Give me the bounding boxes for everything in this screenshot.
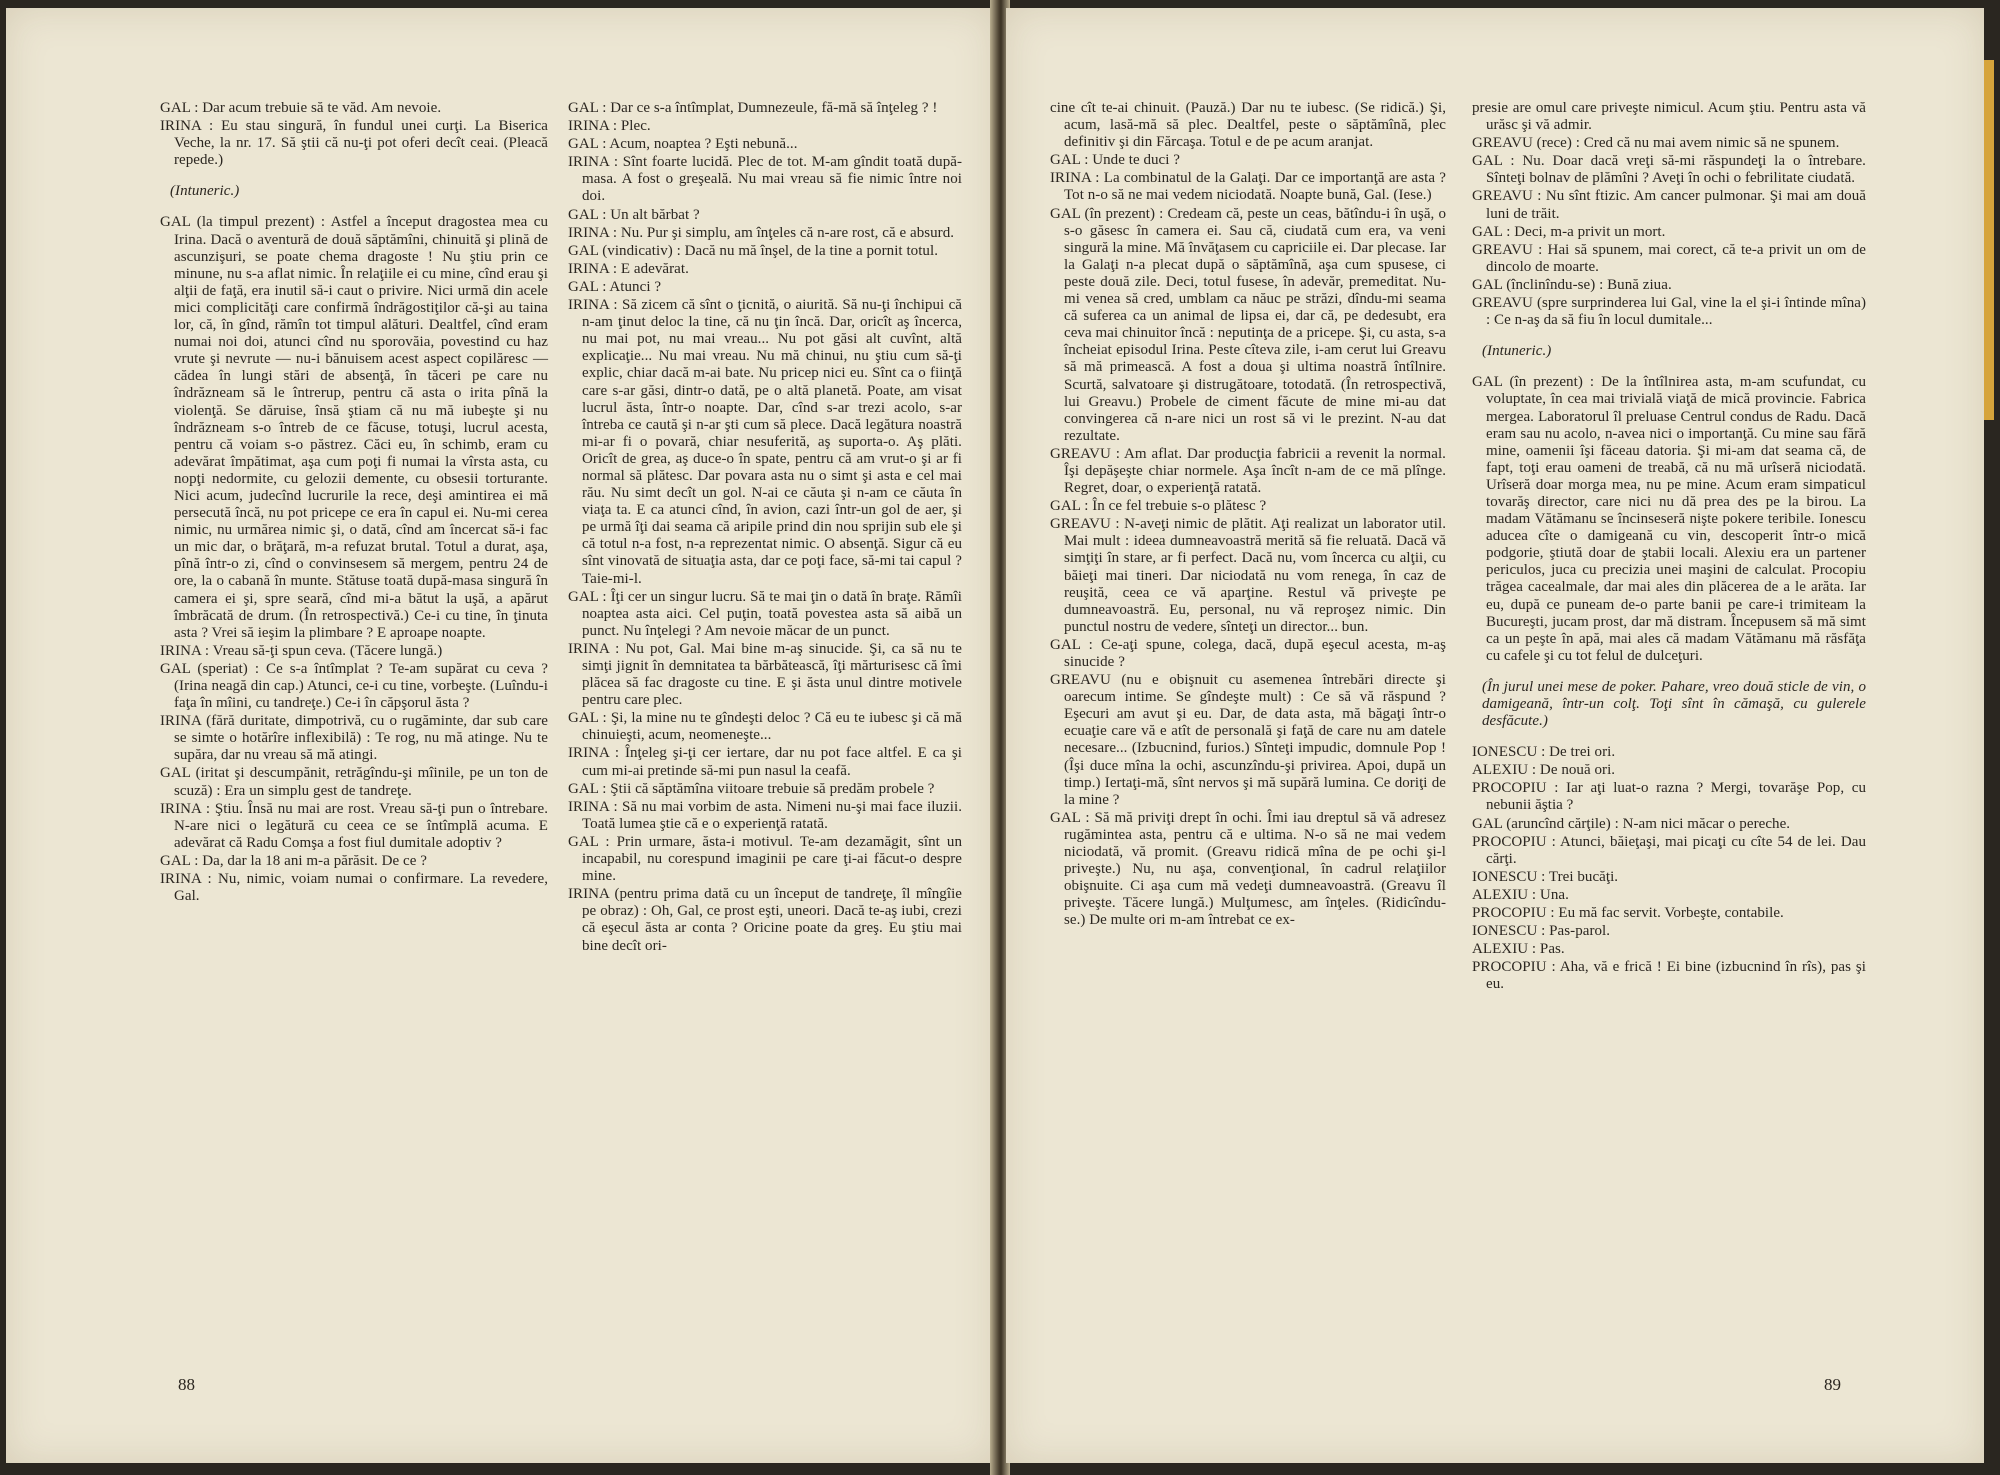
paragraph: ALEXIU : Una. (1472, 886, 1569, 903)
paragraph: IRINA (pentru prima dată cu un început de tandreţe, îl mîngîie pe obraz) : Oh, Gal, ce prost eşti, uneori. Dacă te-aş iubi, crezi că eşecul ăsta ar conta ? Oricine poate da greş. Eu ştiu mai bine decît ori- (568, 886, 962, 954)
paragraph: GAL : Prin urmare, ăsta-i motivul. Te-am dezamăgit, sînt un incapabil, nu corespund imaginii pe care ţi-ai făcut-o despre mine. (568, 833, 962, 885)
paragraph: IRINA : Ştiu. Însă nu mai are rost. Vreau să-ţi pun o întrebare. N-are nici o legătură cu ceea ce se întîmplă acuma. E adevărat că Radu Comşa a fost fiul dumitale adoptiv ? (160, 800, 548, 851)
paragraph: GAL : Ştii că săptămîna viitoare trebuie să predăm probele ? (568, 780, 935, 797)
paragraph: GAL (înclinîndu-se) : Bună ziua. (1472, 276, 1672, 293)
left-page-column-2 (568, 100, 962, 956)
paragraph: IRINA : La combinatul de la Galaţi. Dar ce importanţă are asta ? Tot n-o să ne mai vedem niciodată. Noapte bună, Gal. (Iese.) (1050, 170, 1446, 204)
paragraph: PROCOPIU : Iar aţi luat-o razna ? Mergi, tovarăşe Pop, cu nebunii ăştia ? (1472, 780, 1866, 814)
right-page-column-2 (1472, 100, 1866, 995)
paragraph: GAL : În ce fel trebuie s-o plătesc ? (1050, 498, 1267, 515)
paragraph: IRINA : Sînt foarte lucidă. Plec de tot. M-am gîndit toată după-masa. A fost o greşeală. Nu mai vreau să fie nimic între noi doi. (568, 154, 962, 205)
paragraph: IRINA (fără duritate, dimpotrivă, cu o rugăminte, dar sub care se simte o hotărîre inflexibilă) : Te rog, nu mă atinge. Nu te supăra, dar nu vreau să mă atingi. (160, 713, 548, 764)
bookmark-tab (1984, 60, 1994, 420)
paragraph: GAL (speriat) : Ce s-a întîmplat ? Te-am supărat cu ceva ? (Irina neagă din cap.) Atunci, ce-i cu tine, vorbeşte. (Luîndu-i faţa în mîini, cu tandreţe.) Ce-i în căpşorul ăsta ? (160, 660, 548, 712)
paragraph: GREAVU (rece) : Cred că nu mai avem nimic să ne spunem. (1472, 135, 1840, 152)
paragraph: GAL : Unde te duci ? (1050, 152, 1180, 169)
paragraph: GREAVU : Am aflat. Dar producţia fabricii a revenit la normal. Îşi depăşeşte chiar normele. Aşa încît n-am de ce mă plînge. Regret, doar, o experienţă ratată. (1050, 445, 1446, 497)
paragraph: GAL : Nu. Doar dacă vreţi să-mi răspundeţi la o întrebare. Sînteţi bolnav de plămîni ? Aveţi în ochi o febrilitate ciudată. (1472, 153, 1866, 187)
paragraph: IRINA : Nu pot, Gal. Mai bine m-aş sinucide. Şi, ca să nu te simţi jignit în demnitatea ta bărbătească, îţi mărturisesc că îmi plăcea să fac dragoste cu tine. E şi ăsta unul dintre motivele pentru care plec. (568, 640, 962, 709)
paragraph: GREAVU : N-aveţi nimic de plătit. Aţi realizat un laborator util. Mai mult : ideea dumneavoastră merită să fie reluată. Dacă vă simţiţi în stare, ar fi perfect. Dacă nu, vom încerca cu alţii, cu băieţi mai tineri. Dar niciodată nu vom renega, în caz de reuşită, ceea ce vă aparţine. Restul vă priveşte pe dumneavoastră. Eu, personal, nu vă reproşez nimic. Din punctul nostru de vedere, sînteţi un director... bun. (1050, 516, 1446, 635)
paragraph: PROCOPIU : Eu mă fac servit. Vorbeşte, contabile. (1472, 905, 1784, 922)
paragraph: GAL : Acum, noaptea ? Eşti nebună... (568, 136, 798, 153)
paragraph: IONESCU : Pas-parol. (1472, 923, 1611, 940)
paragraph: cine cît te-ai chinuit. (Pauză.) Dar nu te iubesc. (Se ridică.) Şi, acum, lasă-mă să plec. Dealtfel, peste o săptămînă, plec definitiv şi din Fărcaşa. Totul e de pe acum aranjat. (1050, 100, 1446, 151)
paragraph: GAL (aruncînd cărţile) : N-am nici măcar o pereche. (1472, 815, 1791, 832)
paragraph: GAL (în prezent) : Credeam că, peste un ceas, bătîndu-i în uşă, o s-o găsesc în camera ei. Sau că, ciudată cum era, va veni singură la mine. Mă învăţasem cu capriciile ei. Dar plecase. Iar la Galaţi n-a plecat după o săptămînă, aşa cum spusese, ci peste două zile. Deci, totul fusese, în adevăr, premeditat. Nu-mi venea să cred, umblam ca năuc pe străzi, dîndu-mi seama că suferea ca un animal de lipsa ei, dar că, pe dedesubt, era ceva mai chinuitor încă : neputinţa de a pricepe. Şi, cu asta, s-a încheiat episodul Irina. Peste cîteva zile, i-am cerut lui Greavu să mă primească. A fost a doua şi ultima noastră întîlnire. Scurtă, salvatoare şi distrugătoare, totodată. (În retrospectivă, lui Greavu.) Probele de ciment făcute de mine mi-au dat convingerea că n-are nici un rost să vi le prezint. N-au dat rezultate. (1050, 205, 1446, 444)
paragraph: presie are omul care priveşte nimicul. Acum ştiu. Pentru asta vă urăsc şi vă admir. (1472, 100, 1866, 134)
paragraph: IONESCU : Trei bucăţi. (1472, 868, 1619, 885)
paragraph: GREAVU (nu e obişnuit cu asemenea întrebări directe şi oarecum intime. Se gîndeşte mult) : Ce să vă răspund ? Eşecuri am avut şi eu. Dar, de data asta, mă băgaţi într-o ecuaţie care vă e atît de personală şi faţă de care nu am datele necesare... (Izbucnind, furios.) Sînteţi impudic, domnule Pop ! (Îşi duce mîna la ochi, ascunzîndu-şi privirea. Apoi, după un timp.) Iertaţi-mă, sînt nervos şi mă supără lumina. Ce doriţi de la mine ? (1050, 672, 1446, 808)
paragraph: IRINA : Eu stau singură, în fundul unei curţi. La Biserica Veche, la nr. 17. Să ştii că nu-ţi pot oferi decît ceai. (Pleacă repede.) (160, 118, 548, 169)
paragraph: IRINA : Nu, nimic, voiam numai o confirmare. La revedere, Gal. (160, 871, 548, 905)
stage-direction: (Intuneric.) (170, 183, 240, 200)
paragraph: GREAVU : Hai să spunem, mai corect, că te-a privit un om de dincolo de moarte. (1472, 241, 1866, 275)
paragraph: IRINA : Să nu mai vorbim de asta. Nimeni nu-şi mai face iluzii. Toată lumea ştie că e o experienţă ratată. (568, 798, 962, 832)
paragraph: ALEXIU : De nouă ori. (1472, 762, 1616, 779)
paragraph: IRINA : Să zicem că sînt o ţicnită, o aiurită. Să nu-ţi închipui că n-am ţinut deloc la tine, că nu ţin încă. Dar, oricît aş încerca, nu mai pot, nu mai vreau... Nu pot găsi alt cuvînt, altă explicaţie... Nu mai vreau. Nu mă chinui, nu ştiu cum să-ţi explic, chiar dacă m-ai bate. Nu pricep nici eu. Sînt ca o fiinţă care s-ar găsi, dintr-o dată, pe o altă planetă. Poate, am visat lucrul ăsta, într-o noapte. Dar, cînd s-ar trezi acolo, s-ar întreba ce caută şi n-ar şti cum să plece. Dacă legătura noastră mi-ar fi o povară, chiar nesuferită, aş suporta-o. Aş plăti. Oricît de grea, aş duce-o în spate, pentru că am vrut-o şi ar fi normal să plătesc. Dar povara asta nu o simt şi asta e cel mai rău. Nu simt decît un gol. N-ai ce căuta şi n-am ce căuta în viaţa ta. E ca atunci cînd, în avion, cazi într-un gol de aer, şi pe urmă îţi dai seama că aripile prind din nou sprijin sub ele şi că totul n-a fost, n-a reprezentat nimic. O absenţă. Sigur că eu sînt vinovată de situaţia asta, dar ce poţi face, să-mi tai capul ? Taie-mi-l. (568, 297, 962, 587)
paragraph: GAL : Da, dar la 18 ani m-a părăsit. De ce ? (160, 852, 427, 869)
paragraph: IRINA : Vreau să-ţi spun ceva. (Tăcere lungă.) (160, 642, 443, 659)
paragraph: GAL : Dar acum trebuie să te văd. Am nevoie. (160, 100, 442, 116)
paragraph: GAL (iritat şi descumpănit, retrăgîndu-şi mîinile, pe un ton de scuză) : Era un simplu gest de tandreţe. (160, 765, 548, 799)
paragraph: IRINA : Nu. Pur şi simplu, am înţeles că n-are rost, că e absurd. (568, 224, 955, 241)
paragraph: GREAVU : Nu sînt ftizic. Am cancer pulmonar. Şi mai am două luni de trăit. (1472, 188, 1866, 222)
paragraph: ALEXIU : Pas. (1472, 941, 1565, 958)
left-page (6, 8, 994, 1463)
right-page (1006, 8, 1984, 1463)
paragraph: GAL : Să mă priviţi drept în ochi. Îmi iau dreptul să vă adresez rugămintea asta, pentru că e ultima. N-o să ne mai vedem niciodată, vă promit. (Greavu ridică mîna de pe ochi şi-l priveşte.) Nu, nu aşa, convenţional, în cadrul relaţiilor obişnuite. Ci aşa cum mă vedeţi dumneavoastră. (Greavu îl priveşte. Tăcere lungă.) Mulţumesc, am înţeles. (Ridicîndu-se.) De multe ori m-am întrebat ce ex- (1050, 809, 1446, 929)
paragraph: IRINA : Înţeleg şi-ţi cer iertare, dar nu pot face altfel. E ca şi cum mi-ai pretinde să-mi pun nasul la ceafă. (568, 745, 962, 779)
paragraph: GAL (în prezent) : De la întîlnirea asta, m-am scufundat, cu voluptate, în cea mai trivială viaţă de mică provincie. Fabrica mergea. Laboratorul îl preluase Centrul condus de Radu. Dacă eram sau nu acolo, n-avea nici o importanţă. Cu mine sau fără mine, oamenii îşi făceau datoria. Şi mi-am dat seama că, de fapt, toţi erau oameni de treabă, că nu mă urîseră niciodată. Urîseră doar morga mea, nu pe mine. Acum eram simpaticul tovarăş director, care nici nu dă prea des pe la birou. La madam Vătămanu se încinseseră nişte pokere teribile. Ionescu aducea cîte o damigeană cu vin, descoperit într-o mică podgorie, ştiută doar de ştabii locali. Alexiu era un partener periculos, juca cu precizia unei maşini de calculat. Procopiu trăgea cacealmale, dar mai ales din plăcerea de a le arăta. Iar eu, după ce puneam de-o parte banii pe care-i trimiteam la Bucureşti, jucam prost, dar mă distram. Începusem să mă simt ca un peşte în apă, mai ales că madam Vătămanu mă răsfăţa cu cafele şi cu tot felul de dulceţuri. (1472, 374, 1866, 664)
paragraph: GREAVU (spre surprinderea lui Gal, vine la el şi-i întinde mîna) : Ce n-aş da să fiu în locul dumitale... (1472, 295, 1866, 329)
paragraph: IRINA : Plec. (568, 118, 651, 135)
paragraph: PROCOPIU : Aha, vă e frică ! Ei bine (izbucnind în rîs), pas şi eu. (1472, 959, 1866, 993)
paragraph: GAL (vindicativ) : Dacă nu mă înşel, de la tine a pornit totul. (568, 242, 938, 259)
paragraph: GAL : Deci, m-a privit un mort. (1472, 223, 1666, 240)
paragraph: GAL : Ce-aţi spune, colega, dacă, după eşecul acesta, m-aş sinucide ? (1050, 636, 1446, 670)
right-page-column-1 (1050, 100, 1446, 931)
paragraph: GAL : Şi, la mine nu te gîndeşti deloc ? Că eu te iubesc şi că mă chinuieşti, acum, neomeneşte... (568, 710, 962, 744)
paragraph: GAL : Un alt bărbat ? (568, 206, 700, 223)
paragraph: IRINA : E adevărat. (568, 260, 689, 277)
paragraph: GAL (la timpul prezent) : Astfel a început dragostea mea cu Irina. Dacă o aventură de două săptămîni, chinuită şi plină de ascunzişuri, se poate chema dragoste ! Nu ştiu prin ce minune, nu s-a aflat nimic. În relaţiile ei cu mine, cînd erau şi alţii de faţă, era inutil să-i caut o privire. Nici urmă din acele mici complicităţi care confirmă îndrăgostiţilor că-şi au taina lor, că, în gînd, rămîn tot timpul alături. Dealtfel, cînd eram numai noi doi, atunci cînd nu sporovăia, povestind cu haz vrute şi nevrute — nu-i bănuisem acest aspect copilăresc — cădea în lungi stări de absenţă, în tăceri pe care nu îndrăzneam să le întrerup, pentru că asta o irita pînă la violenţă. Se dăruise, însă ştiam că nu mă iubeşte şi nu îndrăzneam s-o întreb de ce făcuse, totuşi, lucrul acesta, pentru că voiam s-o păstrez. Căci eu, în schimb, eram cu adevărat împătimat, aşa cum poţi fi numai la vîrsta asta, cu nopţi nedormite, cu gelozii demente, cu obsesii torturante. Nici acum, judecînd lucrurile la rece, deşi amintirea ei mă persecută încă, nu pot pricepe ce era în capul ei. Nu-mi cerea nimic, nu urmărea nimic şi, o dată, cînd am încercat să-i fac un mic dar, o brăţară, m-a refuzat brutal. Totul a durat, aşa, pînă într-o zi, cînd o convinsesem să mergem, pentru 24 de ore, la o cabană în munte. Stătuse toată după-masa singură în camera ei şi, spre seară, cînd mi-a bătut la uşă, a apărut îmbrăcată de drum. (În retrospectivă.) Ce-i cu tine, în ţinuta asta ? Vrei să ieşim la plimbare ? E aproape noapte. (160, 214, 548, 641)
paragraph: GAL : Îţi cer un singur lucru. Să te mai ţin o dată în braţe. Rămîi noaptea asta aici. Cel puţin, toată povestea asta să aibă un punct. Nu înţelegi ? Am nevoie măcar de un punct. (568, 588, 962, 639)
stage-direction: (Intuneric.) (1482, 343, 1552, 360)
paragraph: PROCOPIU : Atunci, băieţaşi, mai picaţi cu cîte 54 de lei. Dau cărţi. (1472, 833, 1866, 867)
page-number-left: 88 (178, 1375, 195, 1394)
page-number-right: 89 (1824, 1375, 1841, 1394)
paragraph: GAL : Atunci ? (568, 278, 662, 295)
paragraph: IONESCU : De trei ori. (1472, 744, 1616, 761)
paragraph: GAL : Dar ce s-a întîmplat, Dumnezeule, fă-mă să înţeleg ? ! (568, 100, 938, 116)
stage-direction: (În jurul unei mese de poker. Pahare, vreo două sticle de vin, o damigeană, într-un colţ. Toţi sînt în cămaşă, cu gulerele desfăcute.) (1482, 678, 1866, 730)
left-page-column-1 (160, 100, 548, 906)
